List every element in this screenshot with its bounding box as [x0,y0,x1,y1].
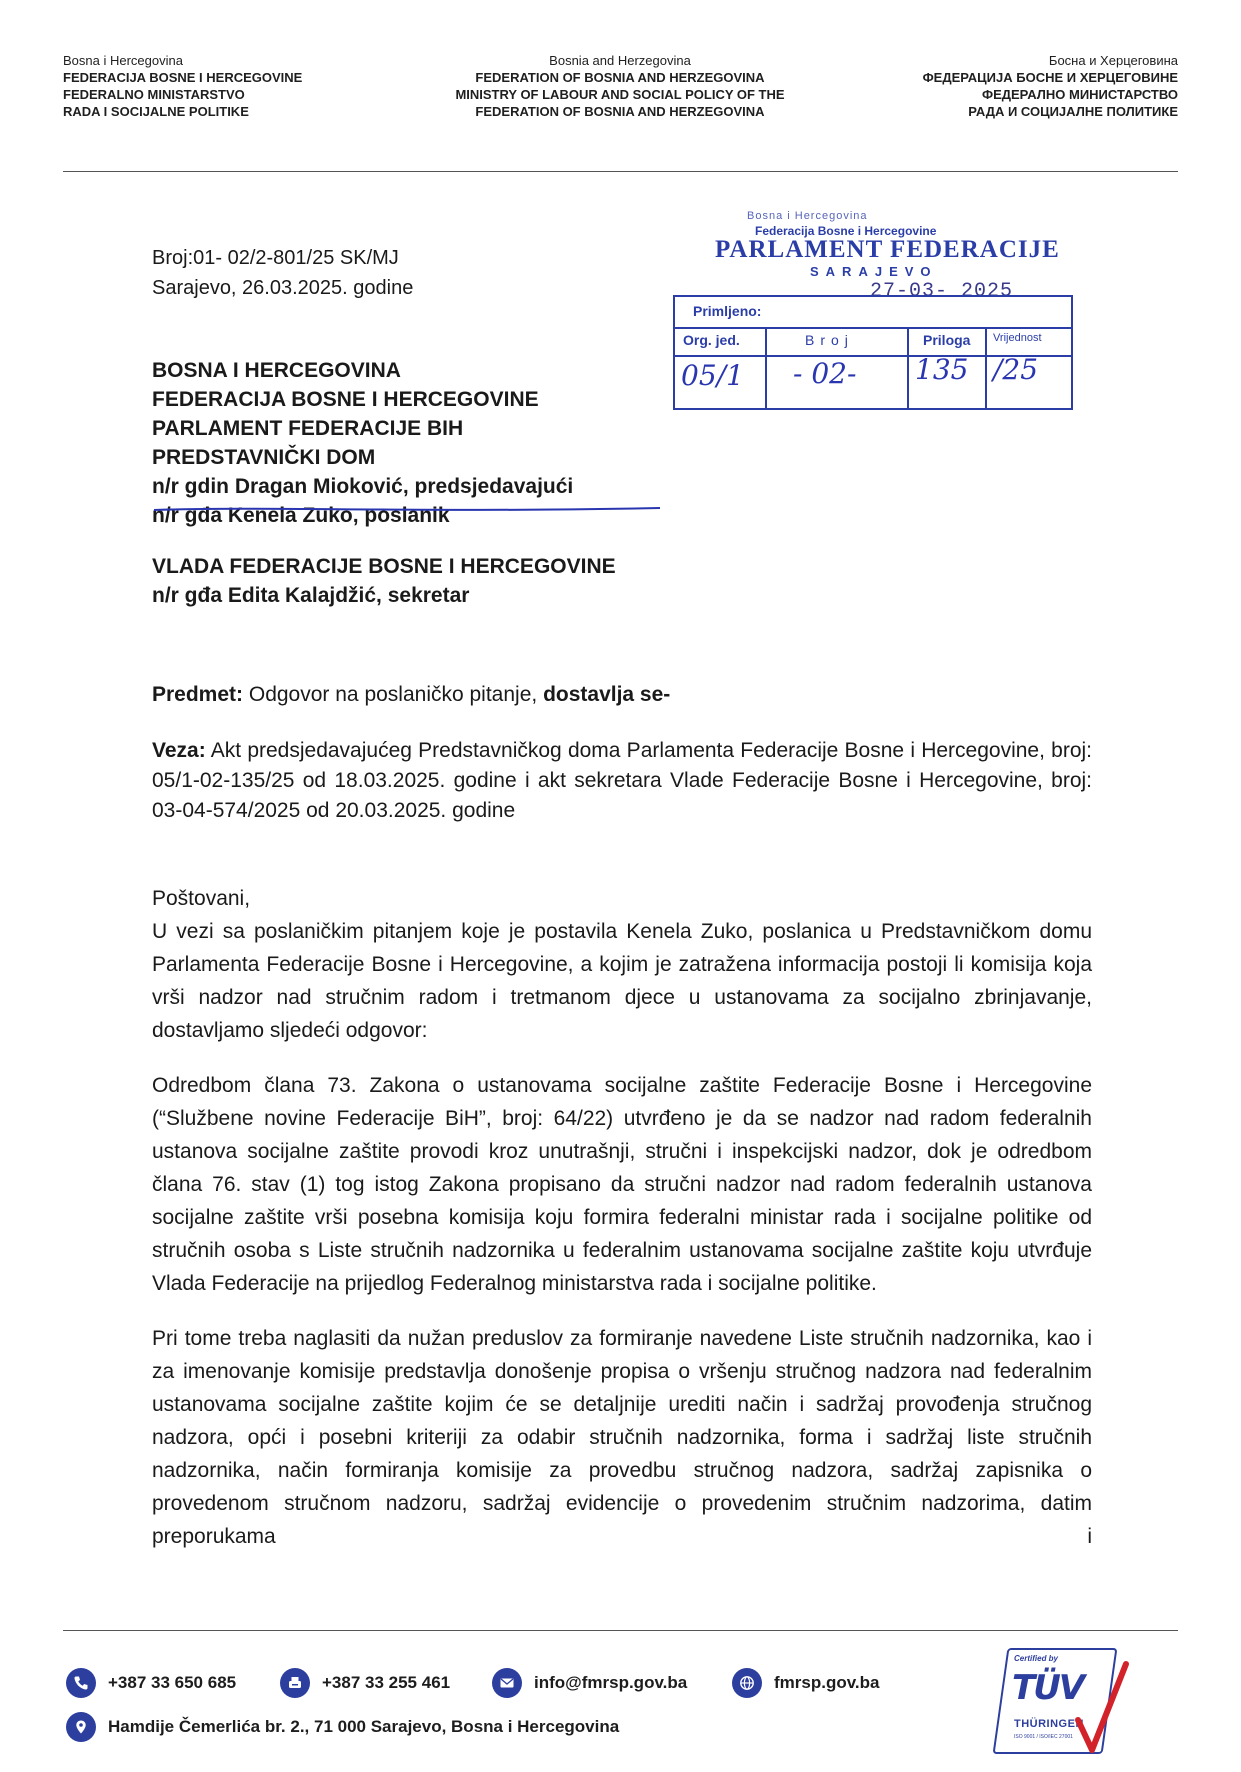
recipient-line: BOSNA I HERCEGOVINA [152,359,401,382]
reference-place-date: Sarajevo, 26.03.2025. godine [152,277,414,299]
tuv-logo: TÜV [1012,1668,1084,1708]
location-pin-icon [66,1712,96,1742]
footer-email-text: info@fmrsp.gov.ba [534,1673,688,1692]
veza-label: Veza: [152,739,206,762]
reference-block [152,243,413,303]
email-icon [492,1668,522,1698]
header-right [840,52,1178,120]
header-right-line2: ФЕДЕРАЛНО МИНИСТАРСТВО [981,87,1178,102]
stamp-handwritten-org: 05/1 [681,359,744,392]
fax-icon [280,1668,310,1698]
tuv-region: THÜRINGEN [1014,1718,1084,1730]
header-divider [63,171,1178,172]
greeting: Poštovani, [152,887,251,910]
stamp-title: PARLAMENT FEDERACIJE [715,236,1060,263]
stamp-row-received [675,297,1071,329]
stamp-received-date: 27-03- 2025 [870,280,1014,303]
subject-emphasis: dostavlja se- [543,683,671,706]
recipient-line: n/r gdin Dragan Mioković, predsjedavajući [152,475,574,498]
stamp-grid [673,295,1073,410]
footer-website[interactable] [732,1668,879,1698]
stamp-country: Bosna i Hercegovina [747,210,868,222]
header-center-line2: MINISTRY OF LABOUR AND SOCIAL POLICY OF THE [455,87,785,102]
stamp-federation: Federacija Bosne i Hercegovine [755,224,937,238]
subject-text: Odgovor na poslaničko pitanje, [243,683,544,706]
header-left-line1: FEDERACIJA BOSNE I HERCEGOVINE [63,70,303,85]
header-left [63,52,393,120]
stamp-divider [765,327,767,408]
veza-paragraph [152,736,1092,826]
header-right-line3: РАДА И СОЦИЈАЛНЕ ПОЛИТИКЕ [968,104,1178,119]
veza-text: Akt predsjedavajućeg Predstavničkog doma Parlamenta Federacije Bosne i Hercegovine, broj: 05/1-02-135/25 od 18.03.2025. godine i akt sekretara Vlade Federacije Bosne i Hercegovine, broj: 03-04-574/2025 od 20.03.2025. godine [152,739,1092,822]
header-right-line1: ФЕДЕРАЦИЈА БОСНЕ И ХЕРЦЕГОВИНЕ [922,70,1178,85]
stamp-city: SARAJEVO [810,264,938,279]
footer-phone1 [66,1668,236,1698]
stamp-divider [985,327,987,408]
footer-address [66,1712,619,1742]
header-left-line3: RADA I SOCIJALNE POLITIKE [63,104,249,119]
stamp-col-vrijednost: Vrijednost [993,332,1042,344]
tuv-certified-label: Certified by [1014,1654,1059,1663]
globe-icon [732,1668,762,1698]
handwritten-underline [152,504,662,514]
header-center-country: Bosnia and Herzegovina [549,53,691,68]
header-center-line1: FEDERATION OF BOSNIA AND HERZEGOVINA [475,70,765,85]
subject-label: Predmet: [152,683,244,706]
header-right-country: Босна и Херцеговина [1048,53,1178,68]
recipients-block [152,356,616,610]
footer-divider [63,1630,1178,1631]
recipient-line: PARLAMENT FEDERACIJE BIH [152,417,464,440]
subject-line [152,680,670,710]
stamp-received-label: Primljeno: [693,303,762,319]
footer-website-text: fmrsp.gov.ba [774,1673,880,1692]
stamp-handwritten-priloga: 135 [915,353,969,386]
tuv-certification-badge [1000,1648,1140,1758]
footer-address-text: Hamdije Čemerlića br. 2., 71 000 Sarajevo, Bosna i Hercegovina [108,1717,620,1736]
tuv-iso: ISO 9001 / ISO/IEC 27001 [1014,1734,1073,1740]
stamp-handwritten-broj: - 02- [793,357,857,390]
stamp-col-broj: Broj [805,332,854,348]
header-center [420,52,820,120]
reference-number: Broj:01- 02/2-801/25 SK/MJ [152,247,399,269]
checkmark-icon [1070,1658,1130,1758]
recipient-line: FEDERACIJA BOSNE I HERCEGOVINE [152,388,539,411]
stamp-col-org: Org. jed. [683,332,740,348]
phone-icon [66,1668,96,1698]
stamp-divider [907,327,909,408]
stamp-col-priloga: Priloga [923,332,971,348]
header-left-country: Bosna i Hercegovina [63,53,183,68]
footer-phone1-text: +387 33 650 685 [108,1673,237,1692]
paragraph: U vezi sa poslaničkim pitanjem koje je postavila Kenela Zuko, poslanica u Predstavničkom domu Parlamenta Federacije Bosne i Hercegovine, a kojim je zatražena informacija postoji li komisija koja vrši nadzor nad stručnim radom i tretmanom djece u ustanovama za socijalno zbrinjavanje, dostavljamo sljedeći odgovor: [152,920,1092,1042]
recipient-line: VLADA FEDERACIJE BOSNE I HERCEGOVINE [152,555,616,578]
recipient-line: n/r gđa Edita Kalajdžić, sekretar [152,584,470,607]
paragraph: Pri tome treba naglasiti da nužan preduslov za formiranje navedene Liste stručnih nadzornika, kao i za imenovanje komisije predstavlja donošenje propisa o vršenju stručnog nadzora nad federalnim ustanovama socijalne zaštite kojim će se detaljnije urediti način i sadržaj provođenja stručnog nadzora, opći i posebni kriteriji za odabir stručnih nadzornika, forma i sadržaj liste stručnih nadzornika, način formiranja komisije za provedbu stručnog nadzora, sadržaj zapisnika o provedenom stručnom nadzoru, sadržaj evidencije o provedenim stručnim nadzorima, datim preporukama i [152,1327,1092,1548]
letter-body [152,882,1092,1553]
recipient-line: PREDSTAVNIČKI DOM [152,446,376,469]
header-left-line2: FEDERALNO MINISTARSTVO [63,87,245,102]
footer-email[interactable] [492,1668,687,1698]
header-center-line3: FEDERATION OF BOSNIA AND HERZEGOVINA [475,104,765,119]
recipient-line: n/r gđa Kenela Zuko, poslanik [152,504,450,527]
footer-phone2-text: +387 33 255 461 [322,1673,451,1692]
received-stamp [665,210,1085,410]
stamp-handwritten-year: /25 [993,353,1039,386]
footer-phone2 [280,1668,450,1698]
paragraph: Odredbom člana 73. Zakona o ustanovama socijalne zaštite Federacije Bosne i Hercegovine (“Službene novine Federacije BiH”, broj: 64/22) utvrđeno je da se nadzor nad radom federalnih ustanova socijalne zaštite provodi kroz unutrašnji, stručni i inspekcijski nadzor, dok je odredbom člana 76. stav (1) tog istog Zakona propisano da stručni nadzor nad radom federalnih ustanova socijalne zaštite vrši posebna komisija koju formira federalni ministar rada i socijalne politike od stručnih osoba s Liste stručnih nadzornika u federalnim ustanovama socijalne zaštite koju utvrđuje Vlada Federacije na prijedlog Federalnog ministarstva rada i socijalne politike. [152,1074,1092,1295]
